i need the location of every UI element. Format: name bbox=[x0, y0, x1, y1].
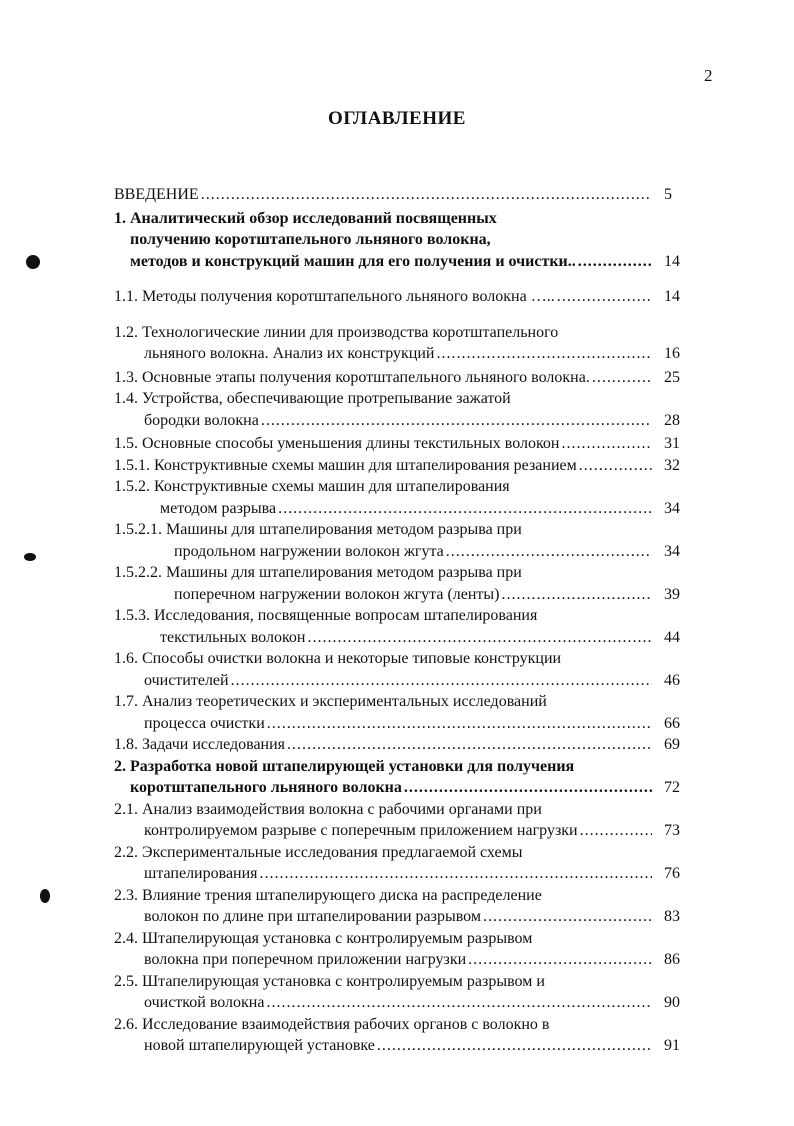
toc-entry[interactable] bbox=[114, 208, 694, 273]
toc-page-number: 76 bbox=[664, 865, 680, 882]
punch-hole-mark bbox=[40, 889, 50, 903]
toc-entry-text: контролируемом разрыве с поперечным приложением нагрузки bbox=[144, 822, 578, 839]
toc-entry[interactable] bbox=[114, 367, 694, 389]
dot-leader bbox=[404, 777, 652, 799]
toc-entry-text: 2.1. Анализ взаимодействия волокна с рабочими органами при bbox=[114, 800, 542, 818]
toc-entry[interactable] bbox=[114, 519, 694, 562]
dot-leader bbox=[260, 863, 652, 885]
dot-leader bbox=[446, 541, 652, 563]
toc-page-number: 72 bbox=[664, 779, 680, 796]
dot-leader bbox=[266, 992, 652, 1014]
toc-entry-text: текстильных волокон bbox=[160, 628, 306, 646]
toc-entry-text: 1.5. Основные способы уменьшения длины текстильных волокон bbox=[114, 435, 560, 452]
toc-entry[interactable] bbox=[114, 286, 694, 308]
toc-entry[interactable] bbox=[114, 433, 694, 455]
toc-entry-text: 1.8. Задачи исследования bbox=[114, 736, 286, 753]
toc-entry[interactable] bbox=[114, 562, 694, 605]
toc-page-number: 44 bbox=[664, 628, 680, 646]
toc-page-number: 46 bbox=[664, 671, 680, 689]
toc-page-number: 14 bbox=[664, 252, 680, 270]
toc-page-number: 69 bbox=[664, 736, 680, 753]
toc-entry-text: 1.4. Устройства, обеспечивающие протрепывание зажатой bbox=[114, 390, 511, 407]
toc-entry-text: 1.5.1. Конструктивные схемы машин для штапелирования резанием bbox=[114, 456, 577, 474]
dot-leader bbox=[267, 713, 652, 735]
table-of-contents bbox=[114, 184, 694, 1057]
toc-entry-text: волокна при поперечном приложении нагрузки bbox=[144, 951, 467, 968]
dot-leader bbox=[307, 627, 652, 649]
toc-entry[interactable] bbox=[114, 388, 694, 431]
dot-leader bbox=[557, 286, 652, 308]
toc-entry-text: новой штапелирующей установке bbox=[144, 1037, 375, 1054]
toc-entry[interactable] bbox=[114, 756, 694, 799]
toc-entry[interactable] bbox=[114, 455, 694, 477]
toc-page-number: 31 bbox=[664, 435, 680, 452]
dot-leader bbox=[483, 906, 652, 928]
toc-page-number: 28 bbox=[664, 411, 680, 429]
toc-entry-text: бородки волокна bbox=[144, 411, 259, 429]
toc-entry[interactable] bbox=[114, 971, 694, 1014]
toc-entry-text: 2.3. Влияние трения штапелирующего диска на распределение bbox=[114, 886, 542, 904]
punch-hole-mark bbox=[24, 553, 36, 561]
toc-entry-text: 1.5.2. Конструктивные схемы машин для штапелирования bbox=[114, 478, 510, 495]
toc-page-number: 14 bbox=[664, 288, 680, 305]
toc-page-number: 34 bbox=[664, 499, 680, 517]
toc-entry[interactable] bbox=[114, 842, 694, 885]
dot-leader bbox=[578, 251, 652, 273]
toc-entry-text: 2.2. Экспериментальные исследования предлагаемой схемы bbox=[114, 843, 523, 861]
toc-entry-text: 2.6. Исследование взаимодействия рабочих органов с волокно в bbox=[114, 1015, 550, 1033]
toc-entry[interactable] bbox=[114, 1014, 694, 1057]
toc-entry-text: ВВЕДЕНИЕ bbox=[114, 186, 199, 203]
toc-entry[interactable] bbox=[114, 691, 694, 734]
toc-page-number: 5 bbox=[664, 186, 672, 203]
toc-entry-text: получению коротштапельного льняного волокна, bbox=[130, 231, 491, 248]
toc-entry-text: 1. Аналитический обзор исследований посвященных bbox=[114, 209, 497, 227]
toc-entry-text: продольном нагружении волокон жгута bbox=[174, 542, 444, 560]
toc-entry-text: методом разрыва bbox=[160, 499, 277, 517]
dot-leader bbox=[231, 670, 652, 692]
dot-leader bbox=[592, 367, 652, 389]
dot-leader bbox=[468, 949, 652, 971]
dot-leader bbox=[278, 498, 652, 520]
toc-page-number: 39 bbox=[664, 585, 680, 603]
toc-page-number: 25 bbox=[664, 368, 680, 386]
toc-page-number: 66 bbox=[664, 714, 680, 732]
toc-entry-text: штапелирования bbox=[144, 865, 258, 882]
toc-entry[interactable] bbox=[114, 928, 694, 971]
toc-entry[interactable] bbox=[114, 476, 694, 519]
dot-leader bbox=[436, 343, 652, 365]
punch-hole-mark bbox=[26, 255, 40, 269]
toc-page-number: 73 bbox=[664, 822, 680, 839]
toc-entry-text: методов и конструкций машин для его получения и очистки.. bbox=[130, 252, 576, 270]
toc-entry-text: коротштапельного льняного волокна bbox=[130, 779, 402, 796]
dot-leader bbox=[580, 820, 652, 842]
toc-entry-text: 1.3. Основные этапы получения коротштапельного льняного волокна. bbox=[114, 368, 590, 386]
toc-entry-text: поперечном нагружении волокон жгута (ленты) bbox=[174, 585, 500, 603]
toc-entry-text: 1.7. Анализ теоретических и экспериментальных исследований bbox=[114, 693, 547, 710]
dot-leader bbox=[261, 410, 652, 432]
toc-entry[interactable] bbox=[114, 799, 694, 842]
page-title: ОГЛАВЛЕНИЕ bbox=[328, 108, 466, 129]
toc-entry-text: 2. Разработка новой штапелирующей установки для получения bbox=[114, 757, 575, 775]
toc-entry[interactable] bbox=[114, 885, 694, 928]
toc-entry[interactable] bbox=[114, 648, 694, 691]
toc-page-number: 90 bbox=[664, 994, 680, 1011]
toc-entry[interactable] bbox=[114, 184, 694, 206]
toc-entry-text: очистителей bbox=[144, 671, 229, 689]
page-number: 2 bbox=[704, 66, 713, 85]
toc-entry-text: волокон по длине при штапелировании разрывом bbox=[144, 908, 481, 925]
toc-page-number: 83 bbox=[664, 908, 680, 925]
toc-entry[interactable] bbox=[114, 322, 694, 365]
dot-leader bbox=[201, 184, 652, 206]
toc-page-number: 34 bbox=[664, 542, 680, 560]
toc-entry-text: 1.5.2.2. Машины для штапелирования методом разрыва при bbox=[114, 564, 522, 581]
toc-page-number: 86 bbox=[664, 951, 680, 968]
toc-entry-text: 1.6. Способы очистки волокна и некоторые типовые конструкции bbox=[114, 650, 562, 667]
toc-entry-text: 2.5. Штапелирующая установка с контролируемым разрывом и bbox=[114, 972, 545, 990]
toc-entry-text: очисткой волокна bbox=[144, 994, 265, 1011]
toc-entry-text: 2.4. Штапелирующая установка с контролируемым разрывом bbox=[114, 929, 533, 947]
toc-page-number: 16 bbox=[664, 345, 680, 362]
toc-entry[interactable] bbox=[114, 734, 694, 756]
dot-leader bbox=[579, 455, 652, 477]
dot-leader bbox=[502, 584, 653, 606]
dot-leader bbox=[377, 1035, 652, 1057]
toc-entry-text: 1.5.2.1. Машины для штапелирования методом разрыва при bbox=[114, 521, 522, 538]
toc-entry-text: 1.5.3. Исследования, посвященные вопросам штапелирования bbox=[114, 607, 538, 624]
dot-leader bbox=[561, 433, 652, 455]
toc-entry-text: 1.1. Методы получения коротштапельного льняного волокна ….. bbox=[114, 288, 555, 305]
dot-leader bbox=[287, 734, 652, 756]
toc-entry-text: процесса очистки bbox=[144, 714, 265, 732]
toc-entry[interactable] bbox=[114, 605, 694, 648]
toc-entry-text: 1.2. Технологические линии для производства коротштапельного bbox=[114, 323, 559, 341]
toc-page-number: 32 bbox=[664, 456, 680, 474]
toc-entry-text: льняного волокна. Анализ их конструкций bbox=[144, 345, 435, 362]
toc-page-number: 91 bbox=[664, 1037, 680, 1054]
